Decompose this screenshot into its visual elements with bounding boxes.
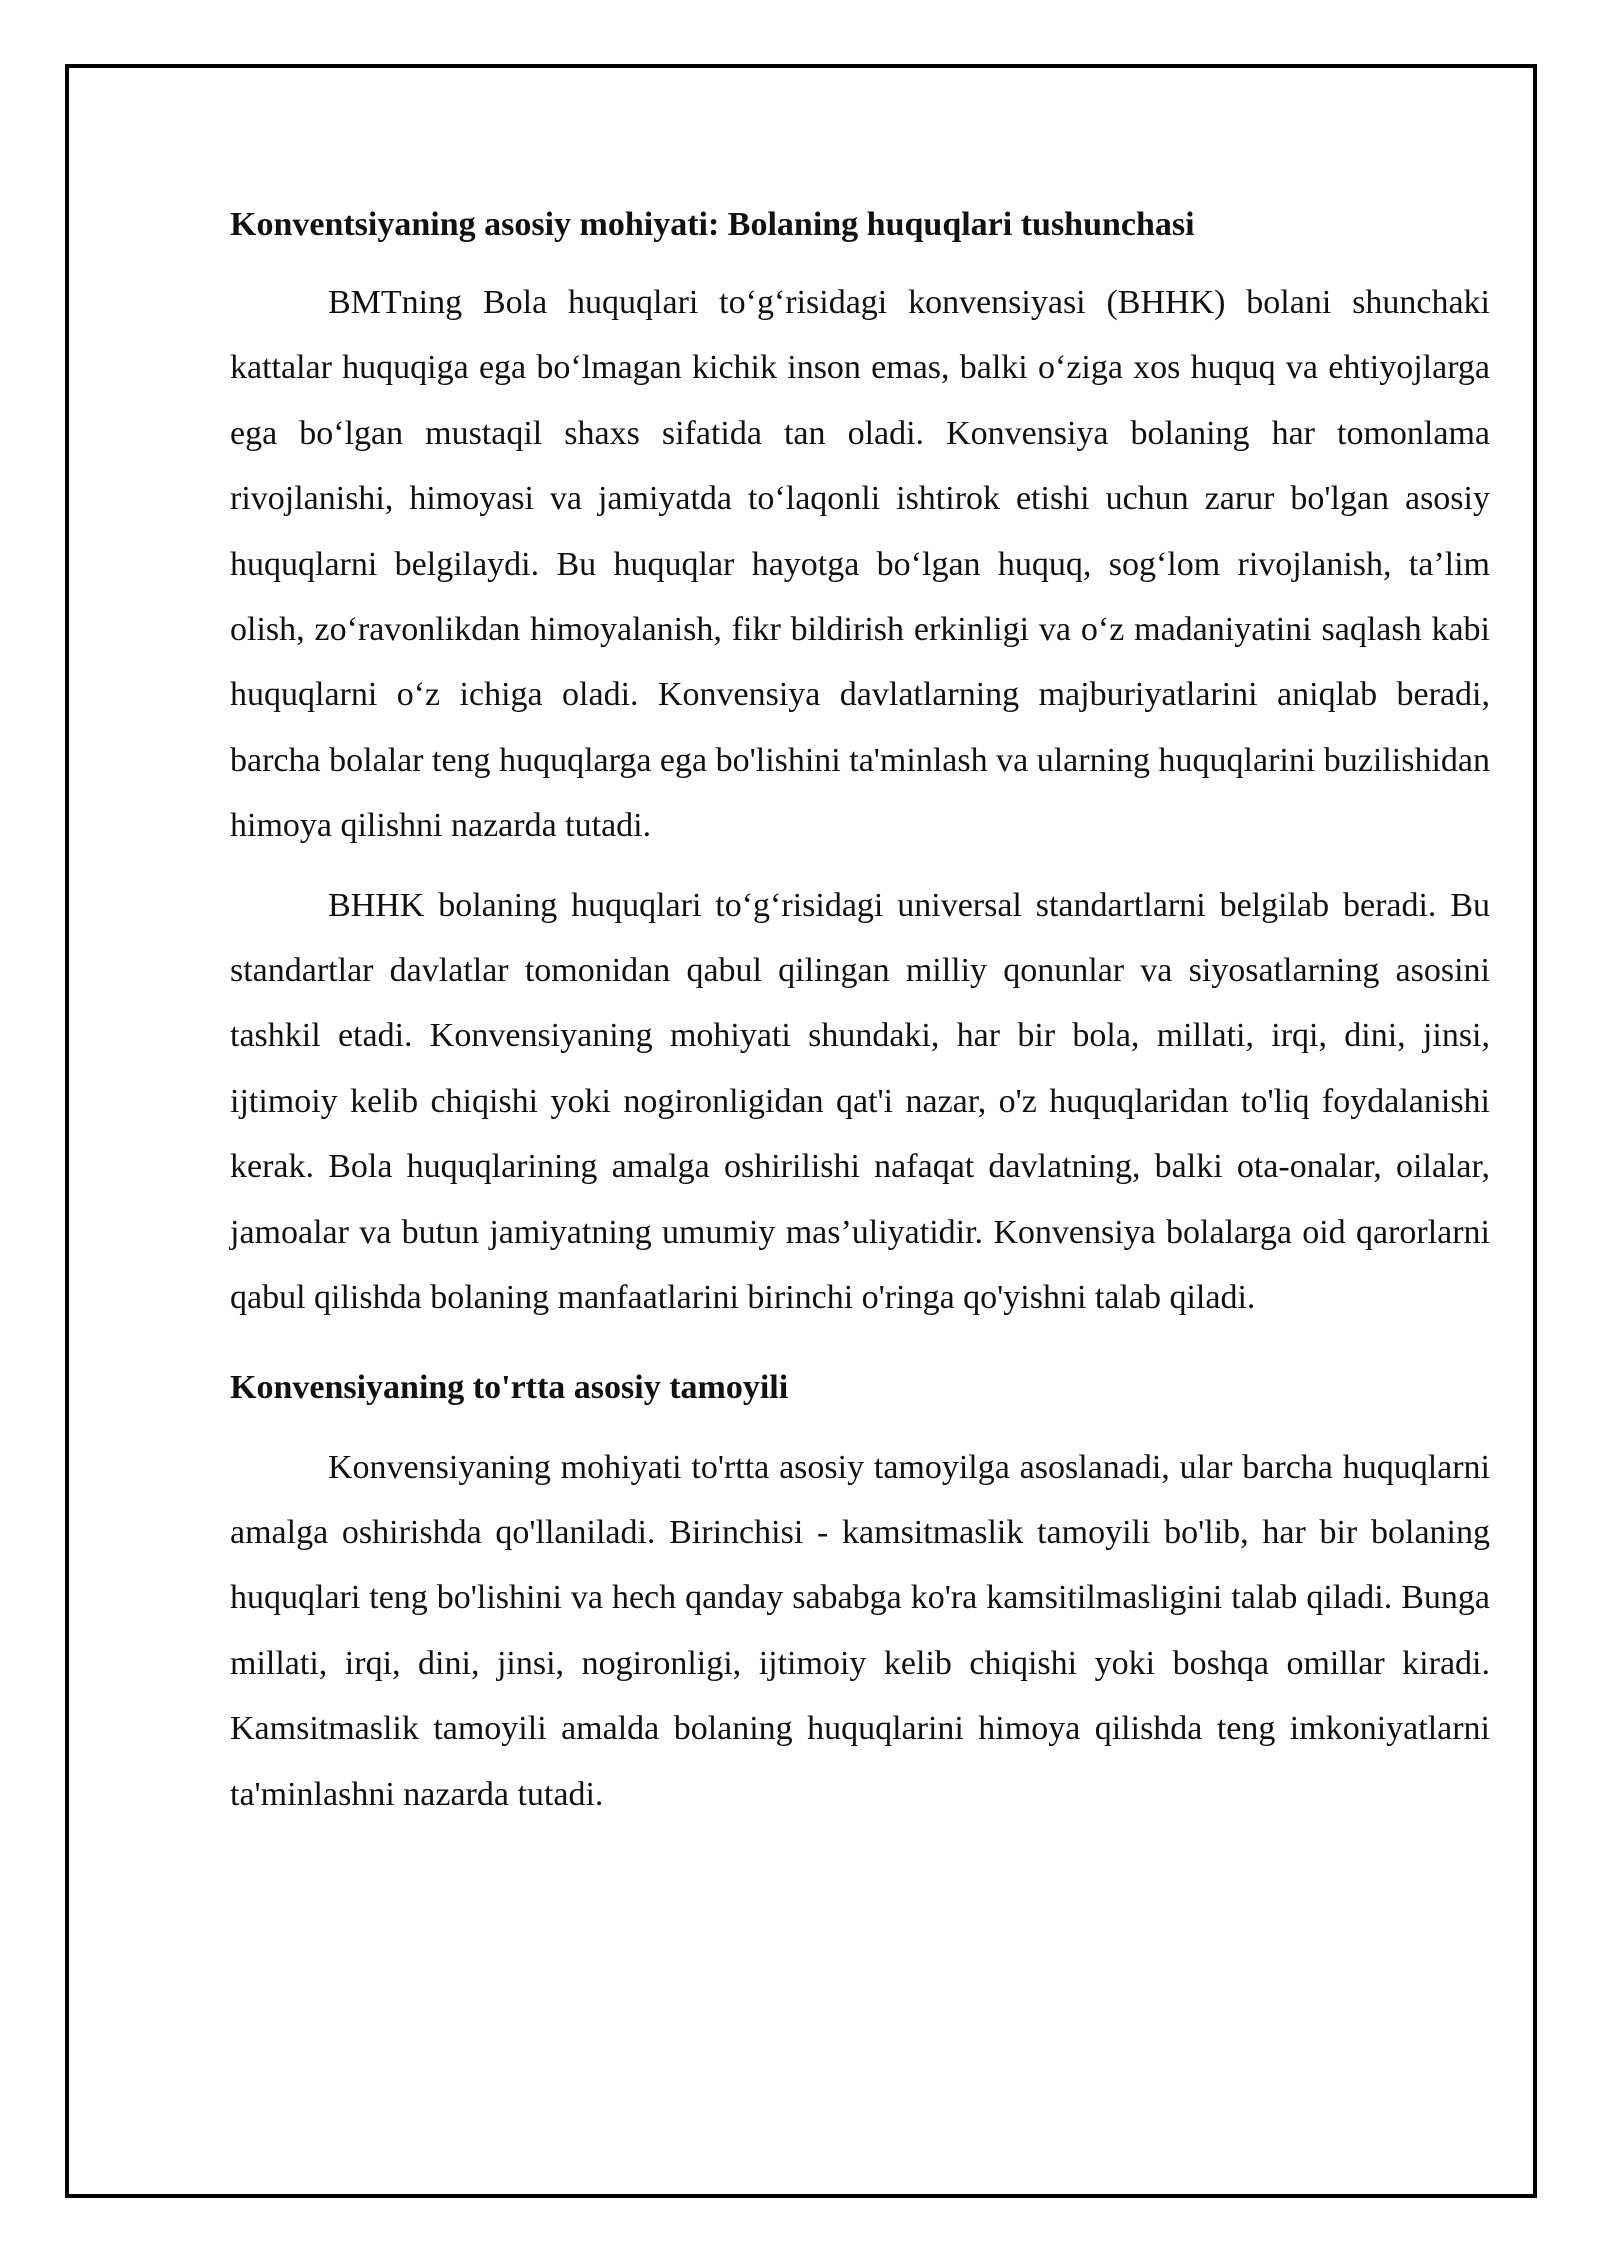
paragraph-four-principles: Konvensiyaning mohiyati to'rtta asosiy tamoyilga asoslanadi, ular barcha huquqlarni amalga oshirishda qo'llaniladi. Birinchisi - kamsitmaslik tamoyili bo'lib, har bir bolaning huquqlari teng bo'lishini va hech qanday sababga ko'ra kamsitilmasligini talab qiladi. Bunga millati, irqi, dini, jinsi, nogironligi, ijtimoiy kelib chiqishi yoki boshqa omillar kiradi. Kamsitmaslik tamoyili amalda bolaning huquqlarini himoya qilishda teng imkoniyatlarni ta'minlashni nazarda tutadi. bbox=[230, 1448, 1490, 1813]
paragraph-convention-overview: BMTning Bola huquqlari to‘g‘risidagi konvensiyasi (BHHK) bolani shunchaki kattalar huquqiga ega bo‘lmagan kichik inson emas, balki o‘ziga xos huquq va ehtiyojlarga ega bo‘lgan mustaqil shaxs sifatida tan oladi. Konvensiya bolaning har tomonlama rivojlanishi, himoyasi va jamiyatda to‘laqonli ishtirok etishi uchun zarur bo'lgan asosiy huquqlarni belgilaydi. Bu huquqlar hayotga bo‘lgan huquq, sog‘lom rivojlanish, ta’lim olish, zo‘ravonlikdan himoyalanish, fikr bildirish erkinligi va o‘z madaniyatini saqlash kabi huquqlarni o‘z ichiga oladi. Konvensiya davlatlarning majburiyatlarini aniqlab beradi, barcha bolalar teng huquqlarga ega bo'lishini ta'minlash va ularning huquqlarini buzilishidan himoya qilishni nazarda tutadi. bbox=[230, 284, 1490, 845]
section-heading-principles: Konvensiyaning to'rtta asosiy tamoyili bbox=[230, 1368, 789, 1406]
document-body bbox=[230, 198, 1490, 1827]
paragraph-universal-standards: BHHK bolaning huquqlari to‘g‘risidagi universal standartlarni belgilab beradi. Bu standartlar davlatlar tomonidan qabul qilingan milliy qonunlar va siyosatlarning asosini tashkil etadi. Konvensiyaning mohiyati shundaki, har bir bola, millati, irqi, dini, jinsi, ijtimoiy kelib chiqishi yoki nogironligidan qat'i nazar, o'z huquqlaridan to'liq foydalanishi kerak. Bola huquqlarining amalga oshirilishi nafaqat davlatning, balki ota-onalar, oilalar, jamoalar va butun jamiyatning umumiy mas’uliyatidir. Konvensiya bolalarga oid qarorlarni qabul qilishda bolaning manfaatlarini birinchi o'ringa qo'yishni talab qiladi. bbox=[230, 886, 1490, 1317]
section-heading-concept: Konventsiyaning asosiy mohiyati: Bolaning huquqlari tushunchasi bbox=[230, 206, 1195, 243]
